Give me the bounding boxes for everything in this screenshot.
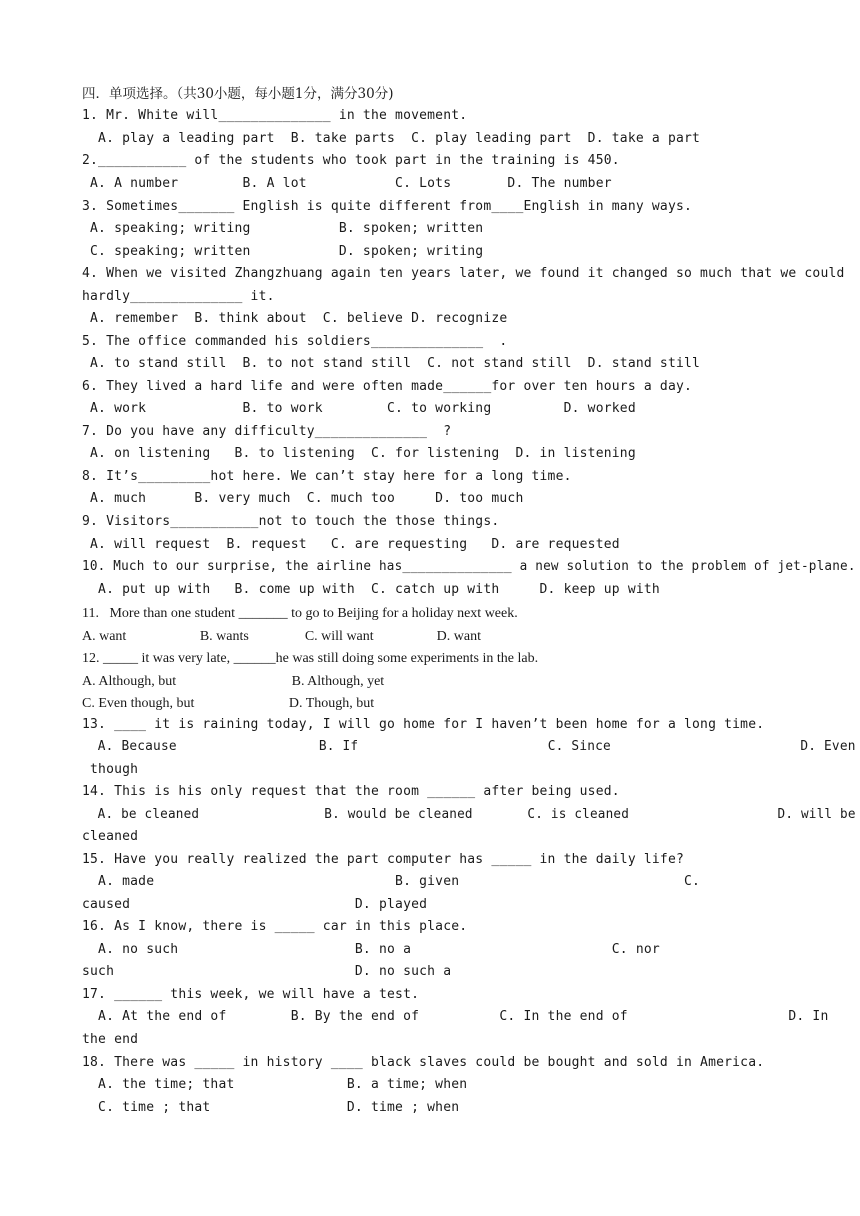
- question-3: 3. Sometimes_______ English is quite different from____English in many ways.: [82, 199, 693, 214]
- section-title: 四．单项选择。（共30小题，每小题1分，满分30分): [82, 86, 394, 102]
- question-12-options-cd: C. Even though, but D. Though, but: [82, 696, 375, 711]
- question-13-options: A. Because B. If C. Since D. Even: [82, 739, 856, 754]
- question-5: 5. The office commanded his soldiers______________ .: [82, 334, 508, 349]
- question-1: 1. Mr. White will______________ in the movement.: [82, 108, 468, 123]
- question-2-options: A. A number B. A lot C. Lots D. The number: [82, 176, 612, 191]
- question-10: 10. Much to our surprise, the airline has______________ a new solution to the problem of jet-plane.: [82, 559, 856, 574]
- question-8-options: A. much B. very much C. much too D. too much: [82, 491, 524, 506]
- question-14-options-continued: cleaned: [82, 829, 139, 844]
- question-18: 18. There was _____ in history ____ black slaves could be bought and sold in America.: [82, 1055, 765, 1070]
- question-3-options-ab: A. speaking; writing B. spoken; written: [82, 221, 484, 236]
- question-16-options-continued: such D. no such a: [82, 964, 452, 979]
- question-1-options: A. play a leading part B. take parts C. play leading part D. take a part: [82, 131, 701, 146]
- question-14-options: A. be cleaned B. would be cleaned C. is cleaned D. will be: [82, 807, 856, 822]
- question-18-options-ab: A. the time; that B. a time; when: [82, 1077, 468, 1092]
- question-18-options-cd: C. time ; that D. time ; when: [82, 1100, 460, 1115]
- question-16: 16. As I know, there is _____ car in this place.: [82, 919, 468, 934]
- question-12: 12. _____ it was very late, ______he was still doing some experiments in the lab.: [82, 651, 539, 666]
- question-14: 14. This is his only request that the room ______ after being used.: [82, 784, 620, 799]
- question-9: 9. Visitors___________not to touch the those things.: [82, 514, 500, 529]
- question-13-options-continued: though: [82, 762, 139, 777]
- question-4: 4. When we visited Zhangzhuang again ten years later, we found it changed so much that we could: [82, 266, 845, 281]
- question-11: 11. More than one student _______ to go to Beijing for a holiday next week.: [82, 606, 518, 621]
- question-13: 13. ____ it is raining today, I will go home for I haven’t been home for a long time.: [82, 717, 765, 732]
- question-2: 2.___________ of the students who took part in the training is 450.: [82, 153, 620, 168]
- question-8: 8. It’s_________hot here. We can’t stay here for a long time.: [82, 469, 572, 484]
- question-6-options: A. work B. to work C. to working D. worked: [82, 401, 636, 416]
- question-6: 6. They lived a hard life and were often made______for over ten hours a day.: [82, 379, 693, 394]
- question-12-options-ab: A. Although, but B. Although, yet: [82, 674, 385, 689]
- question-17: 17. ______ this week, we will have a test.: [82, 987, 420, 1002]
- question-17-options-continued: the end: [82, 1032, 139, 1047]
- question-4-options: A. remember B. think about C. believe D. recognize: [82, 311, 508, 326]
- question-15-options-continued: caused D. played: [82, 897, 428, 912]
- question-11-options: A. want B. wants C. will want D. want: [82, 629, 481, 644]
- question-15-options: A. made B. given C.: [82, 874, 701, 889]
- question-9-options: A. will request B. request C. are requesting D. are requested: [82, 537, 620, 552]
- question-7: 7. Do you have any difficulty______________ ?: [82, 424, 452, 439]
- question-7-options: A. on listening B. to listening C. for listening D. in listening: [82, 446, 636, 461]
- question-3-options-cd: C. speaking; written D. spoken; writing: [82, 244, 484, 259]
- question-5-options: A. to stand still B. to not stand still C. not stand still D. stand still: [82, 356, 701, 371]
- question-16-options: A. no such B. no a C. nor: [82, 942, 660, 957]
- question-15: 15. Have you really realized the part computer has _____ in the daily life?: [82, 852, 684, 867]
- question-10-options: A. put up with B. come up with C. catch up with D. keep up with: [82, 582, 660, 597]
- question-17-options: A. At the end of B. By the end of C. In the end of D. In: [82, 1009, 829, 1024]
- question-4-continued: hardly______________ it.: [82, 289, 275, 304]
